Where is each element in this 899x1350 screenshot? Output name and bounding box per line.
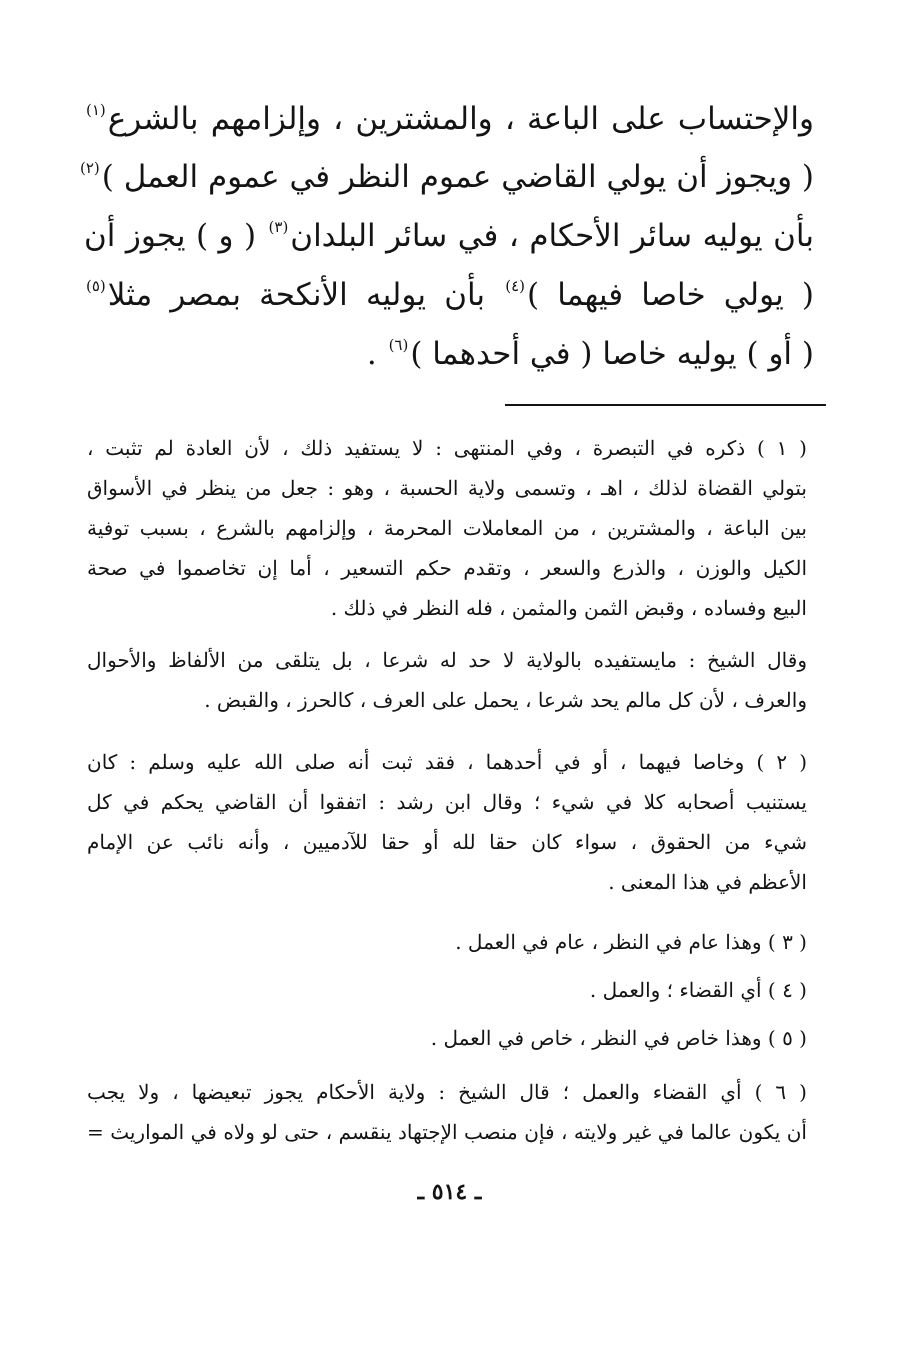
footnote-separator (505, 404, 826, 406)
footnote-marker-6[interactable]: (٦) (388, 336, 409, 354)
footnote-4: ( ٤ ) أي القضاء ؛ والعمل . (589, 978, 807, 1002)
footnote-5: ( ٥ ) وهذا خاص في النظر ، خاص في العمل . (430, 1026, 807, 1050)
main-line-4: ( يولي خاصا فيهما )$^{(٤)}$ بأن يوليه الأنكحة بمصر مثلا$^{(٥)}$ (86, 277, 814, 313)
footnote-2-line-4: الأعظم في هذا المعنى . (608, 870, 807, 894)
footnote-2-line-3: شيء من الحقوق ، سواء كان حقا لله أو حقا للآدميين ، وأنه نائب عن الإمام (87, 830, 807, 854)
footnote-marker-5[interactable]: (٥) (86, 277, 106, 295)
footnote-2-line-1: ( ٢ ) وخاصا فيهما ، أو في أحدهما ، فقد ثبت أنه صلى الله عليه وسلم : كان (87, 750, 807, 774)
footnote-2-line-2: يستنيب أصحابه كلا في شيء ؛ وقال ابن رشد : اتفقوا أن القاضي يحكم في كل (87, 790, 807, 814)
footnote-marker-4[interactable]: (٤) (505, 277, 525, 295)
main-line-5: ( أو ) يوليه خاصا ( في أحدهما )$^{(٦)}$ . (366, 336, 814, 372)
footnote-1b-line-2: والعرف ، لأن كل مالم يحد شرعا ، يحمل على العرف ، كالحرز ، والقبض . (204, 688, 807, 712)
main-line-2: ( ويجوز أن يولي القاضي عموم النظر في عموم العمل )$^{(٢)}$ (79, 159, 814, 195)
main-line-3: بأن يوليه سائر الأحكام ، في سائر البلدان$^{(٣)}$ ( و ) يجوز أن (84, 218, 814, 254)
footnote-1-line-5: البيع وفساده ، وقبض الثمن والمثمن ، فله النظر في ذلك . (330, 596, 807, 620)
footnote-6-line-1: ( ٦ ) أي القضاء والعمل ؛ قال الشيخ : ولاية الأحكام يجوز تبعيضها ، ولا يجب (87, 1080, 807, 1104)
footnote-1b-line-1: وقال الشيخ : مايستفيده بالولاية لا حد له شرعا ، بل يتلقى من الألفاظ والأحوال (87, 648, 807, 672)
footnote-marker-1[interactable]: (١) (86, 101, 106, 119)
footnote-marker-2[interactable]: (٢) (79, 159, 100, 177)
page-number: ـ ٥١٤ ـ (417, 1179, 482, 1205)
footnote-3: ( ٣ ) وهذا عام في النظر ، عام في العمل . (455, 930, 807, 954)
footnote-1-line-1: ( ١ ) ذكره في التبصرة ، وفي المنتهى : لا يستفيد ذلك ، لأن العادة لم تثبت ، (87, 436, 807, 460)
main-line-1: والإحتساب على الباعة ، والمشترين ، وإلزامهم بالشرع$^{(١)}$ (86, 101, 814, 137)
footnote-marker-3[interactable]: (٣) (268, 218, 289, 236)
footnote-1-line-2: بتولي القضاة لذلك ، اهـ ، وتسمى ولاية الحسبة ، وهو : جعل من ينظر في الأسواق (87, 476, 807, 500)
footnote-6-line-2: أن يكون عالما في غير ولايته ، فإن منصب الإجتهاد ينقسم ، حتى لو ولاه في المواريث = (87, 1120, 807, 1144)
footnote-1-line-4: الكيل والوزن ، والذرع والسعر ، وتقدم حكم التسعير ، أما إن تخاصموا في صحة (87, 556, 808, 580)
footnote-1-line-3: بين الباعة ، والمشترين ، من المعاملات المحرمة ، وإلزامهم بالشرع ، بسبب توفية (87, 516, 807, 540)
